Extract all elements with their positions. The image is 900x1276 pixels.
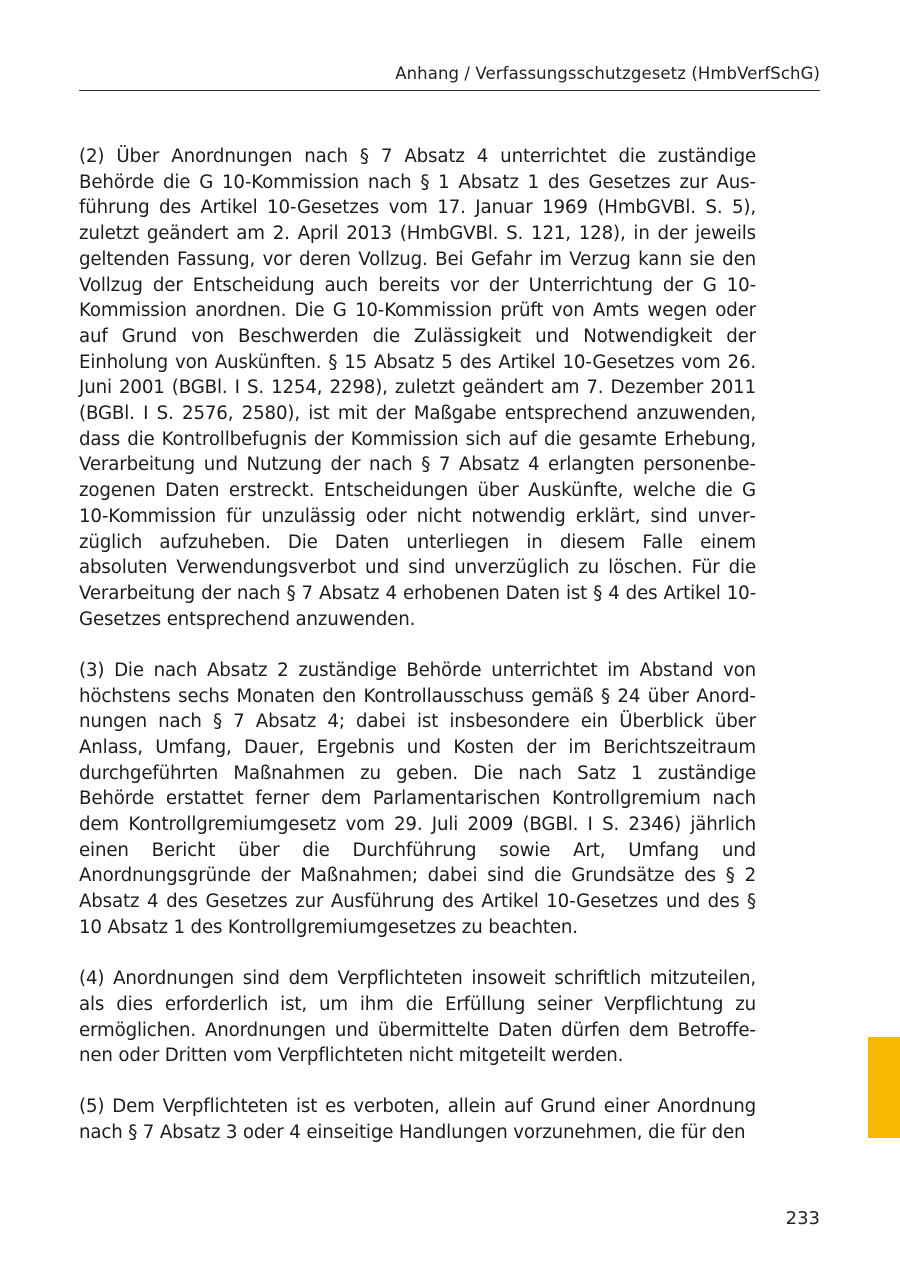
running-header: Anhang / Verfassungsschutzgesetz (HmbVerfSchG) — [395, 64, 820, 83]
page-number: 233 — [785, 1208, 820, 1229]
body-text — [79, 144, 756, 1171]
chapter-tab-marker — [868, 1037, 900, 1138]
paragraph-3: (3) Die nach Absatz 2 zuständige Behörde unterrichtet im Abstand von höchstens sechs Monaten den Kontrollausschuss gemäß § 24 über Anordnungen nach § 7 Absatz 4; dabei ist insbesondere ein Überblick über Anlass, Umfang, Dauer, Ergebnis und Kosten der im Berichtszeitraum durchgeführten Maßnahmen zu geben. Die nach Satz 1 zuständige Behörde erstattet ferner dem Parlamentarischen Kontrollgremium nach dem Kontrollgremiumgesetz vom 29. Juli 2009 (BGBl. I S. 2346) jährlich einen Bericht über die Durchführung sowie Art, Umfang und Anordnungsgründe der Maßnahmen; dabei sind die Grundsätze des § 2 Absatz 4 des Gesetzes zur Ausführung des Artikel 10-Gesetzes und des § 10 Absatz 1 des Kontrollgremiumgesetzes zu beachten. — [79, 659, 756, 938]
paragraph-2: (2) Über Anordnungen nach § 7 Absatz 4 unterrichtet die zuständige Behörde die G 10-Kommission nach § 1 Absatz 1 des Gesetzes zur Ausführung des Artikel 10-Gesetzes vom 17. Januar 1969 (HmbGVBl. S. 5), zuletzt geändert am 2. April 2013 (HmbGVBl. S. 121, 128), in der jeweils geltenden Fassung, vor deren Vollzug. Bei Gefahr im Verzug kann sie den Vollzug der Entscheidung auch bereits vor der Unterrichtung der G 10-Kommission anordnen. Die G 10-Kommission prüft von Amts wegen oder auf Grund von Beschwerden die Zulässigkeit und Notwendigkeit der Einholung von Auskünften. § 15 Absatz 5 des Artikel 10-Gesetzes vom 26. Juni 2001 (BGBl. I S. 1254, 2298), zuletzt geändert am 7. Dezember 2011 (BGBl. I S. 2576, 2580), ist mit der Maßgabe entsprechend anzuwenden, dass die Kontrollbefugnis der Kommission sich auf die gesamte Erhebung, Verarbeitung und Nutzung der nach § 7 Absatz 4 erlangten personenbezogenen Daten erstreckt. Entscheidungen über Auskünfte, welche die G 10-Kommission für unzulässig oder nicht notwendig erklärt, sind unverzüglich aufzuheben. Die Daten unterliegen in diesem Falle einem absoluten Verwendungsverbot und sind unverzüglich zu löschen. Für die Verarbeitung der nach § 7 Absatz 4 erhobenen Daten ist § 4 des Artikel 10-Gesetzes entsprechend anzuwenden. — [79, 146, 756, 630]
header-rule — [79, 90, 820, 91]
paragraph-5: (5) Dem Verpflichteten ist es verboten, allein auf Grund einer Anordnung nach § 7 Absatz 3 oder 4 einseitige Handlungen vorzunehmen, die für den — [79, 1096, 756, 1144]
paragraph-4: (4) Anordnungen sind dem Verpflichteten insoweit schriftlich mitzuteilen, als dies erforderlich ist, um ihm die Erfüllung seiner Verpflichtung zu ermöglichen. Anordnungen und übermittelte Daten dürfen dem Betroffenen oder Dritten vom Verpflichteten nicht mitgeteilt werden. — [79, 968, 756, 1067]
